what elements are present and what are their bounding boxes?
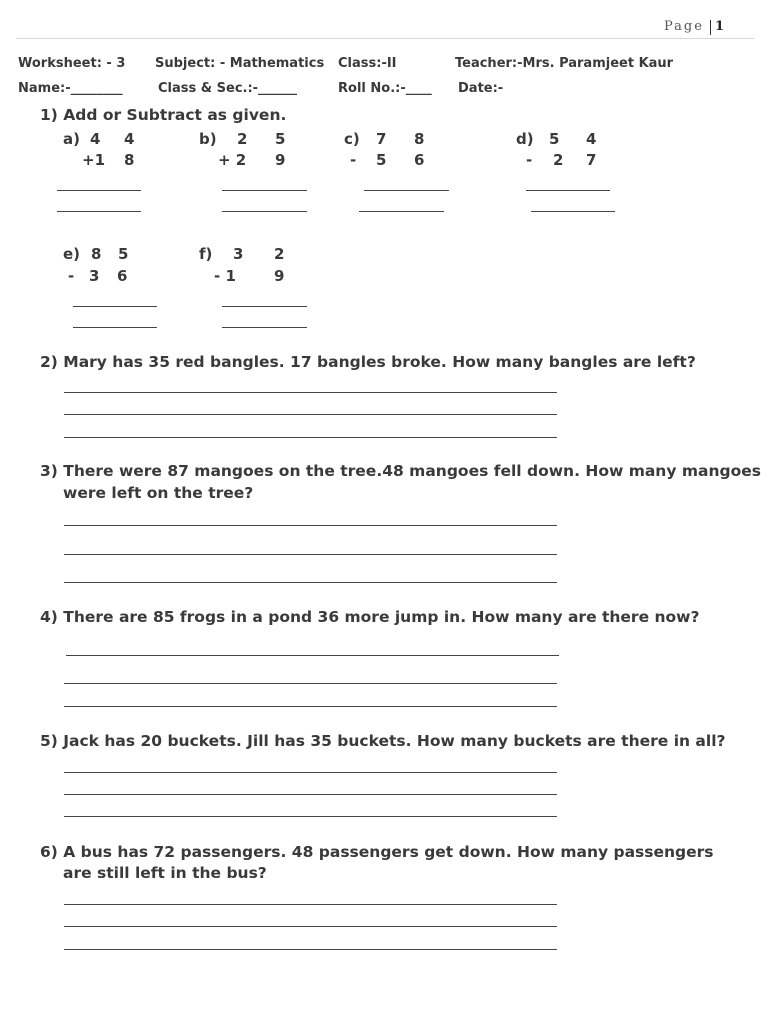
bottom-ones-digit: 9 — [274, 267, 285, 285]
top-tens-digit: 3 — [233, 245, 244, 263]
answer-line[interactable] — [222, 211, 307, 212]
operator: +1 — [82, 151, 106, 169]
question-3-text-continued: were left on the tree? — [63, 484, 254, 502]
answer-line[interactable] — [531, 211, 615, 212]
answer-line[interactable] — [73, 327, 157, 328]
question-3-text: 3) There were 87 mangoes on the tree.48 mangoes fell down. How many mangoes — [40, 462, 761, 480]
answer-line[interactable] — [64, 926, 557, 927]
teacher-label: Teacher:-Mrs. Paramjeet Kaur — [455, 56, 674, 71]
top-ones-digit: 4 — [124, 130, 135, 148]
problem-label: f) — [199, 245, 213, 263]
answer-line[interactable] — [64, 904, 557, 905]
operator: + 2 — [218, 151, 247, 169]
question-6-text: 6) A bus has 72 passengers. 48 passengers get down. How many passengers — [40, 843, 714, 861]
answer-line[interactable] — [526, 190, 610, 191]
answer-line[interactable] — [64, 706, 557, 707]
answer-line[interactable] — [57, 190, 141, 191]
header-rule — [16, 38, 754, 39]
answer-line[interactable] — [57, 211, 141, 212]
page-label: Page — [664, 19, 704, 34]
page-number: 1 — [715, 19, 725, 34]
answer-line[interactable] — [64, 794, 557, 795]
answer-line[interactable] — [64, 949, 557, 950]
question-5-text: 5) Jack has 20 buckets. Jill has 35 buckets. How many buckets are there in all? — [40, 732, 726, 750]
top-tens-digit: 8 — [91, 245, 102, 263]
top-tens-digit: 7 — [376, 130, 387, 148]
question-1-title: 1) Add or Subtract as given. — [40, 106, 287, 124]
bottom-ones-digit: 9 — [275, 151, 286, 169]
problem-label: a) — [63, 130, 80, 148]
answer-line[interactable] — [222, 190, 307, 191]
answer-line[interactable] — [73, 306, 157, 307]
operator: - — [350, 151, 357, 169]
top-ones-digit: 2 — [274, 245, 285, 263]
top-tens-digit: 5 — [549, 130, 560, 148]
bottom-tens-digit: 5 — [376, 151, 387, 169]
operator: - 1 — [214, 267, 236, 285]
bottom-ones-digit: 6 — [117, 267, 128, 285]
subject-label: Subject: - Mathematics — [155, 56, 325, 71]
answer-line[interactable] — [222, 306, 307, 307]
answer-line[interactable] — [364, 190, 449, 191]
top-ones-digit: 8 — [414, 130, 425, 148]
answer-line[interactable] — [64, 414, 557, 415]
problem-label: e) — [63, 245, 81, 263]
question-6-text-continued: are still left in the bus? — [63, 864, 267, 882]
problem-label: d) — [516, 130, 534, 148]
top-tens-digit: 4 — [90, 130, 101, 148]
problem-label: b) — [199, 130, 217, 148]
bottom-ones-digit: 8 — [124, 151, 135, 169]
answer-line[interactable] — [64, 525, 557, 526]
answer-line[interactable] — [64, 582, 557, 583]
top-ones-digit: 5 — [118, 245, 129, 263]
worksheet-label: Worksheet: - 3 — [18, 56, 126, 71]
answer-line[interactable] — [66, 655, 559, 656]
top-ones-digit: 5 — [275, 130, 286, 148]
top-tens-digit: 2 — [237, 130, 248, 148]
operator: - — [526, 151, 533, 169]
class-section-field: Class & Sec.:-______ — [158, 81, 298, 96]
problem-label: c) — [344, 130, 360, 148]
date-field: Date:- — [458, 81, 504, 96]
bottom-tens-digit: 2 — [553, 151, 564, 169]
class-label: Class:-II — [338, 56, 397, 71]
answer-line[interactable] — [64, 437, 557, 438]
answer-line[interactable] — [359, 211, 444, 212]
answer-line[interactable] — [222, 327, 307, 328]
bottom-ones-digit: 6 — [414, 151, 425, 169]
answer-line[interactable] — [64, 554, 557, 555]
page-separator — [710, 20, 711, 35]
answer-line[interactable] — [64, 392, 557, 393]
roll-no-field: Roll No.:-____ — [338, 81, 432, 96]
top-ones-digit: 4 — [586, 130, 597, 148]
question-2-text: 2) Mary has 35 red bangles. 17 bangles broke. How many bangles are left? — [40, 353, 696, 371]
bottom-ones-digit: 7 — [586, 151, 597, 169]
bottom-tens-digit: 3 — [89, 267, 100, 285]
operator: - — [68, 267, 75, 285]
question-4-text: 4) There are 85 frogs in a pond 36 more jump in. How many are there now? — [40, 608, 700, 626]
name-field: Name:-________ — [18, 81, 123, 96]
answer-line[interactable] — [64, 772, 557, 773]
answer-line[interactable] — [64, 683, 557, 684]
answer-line[interactable] — [64, 816, 557, 817]
